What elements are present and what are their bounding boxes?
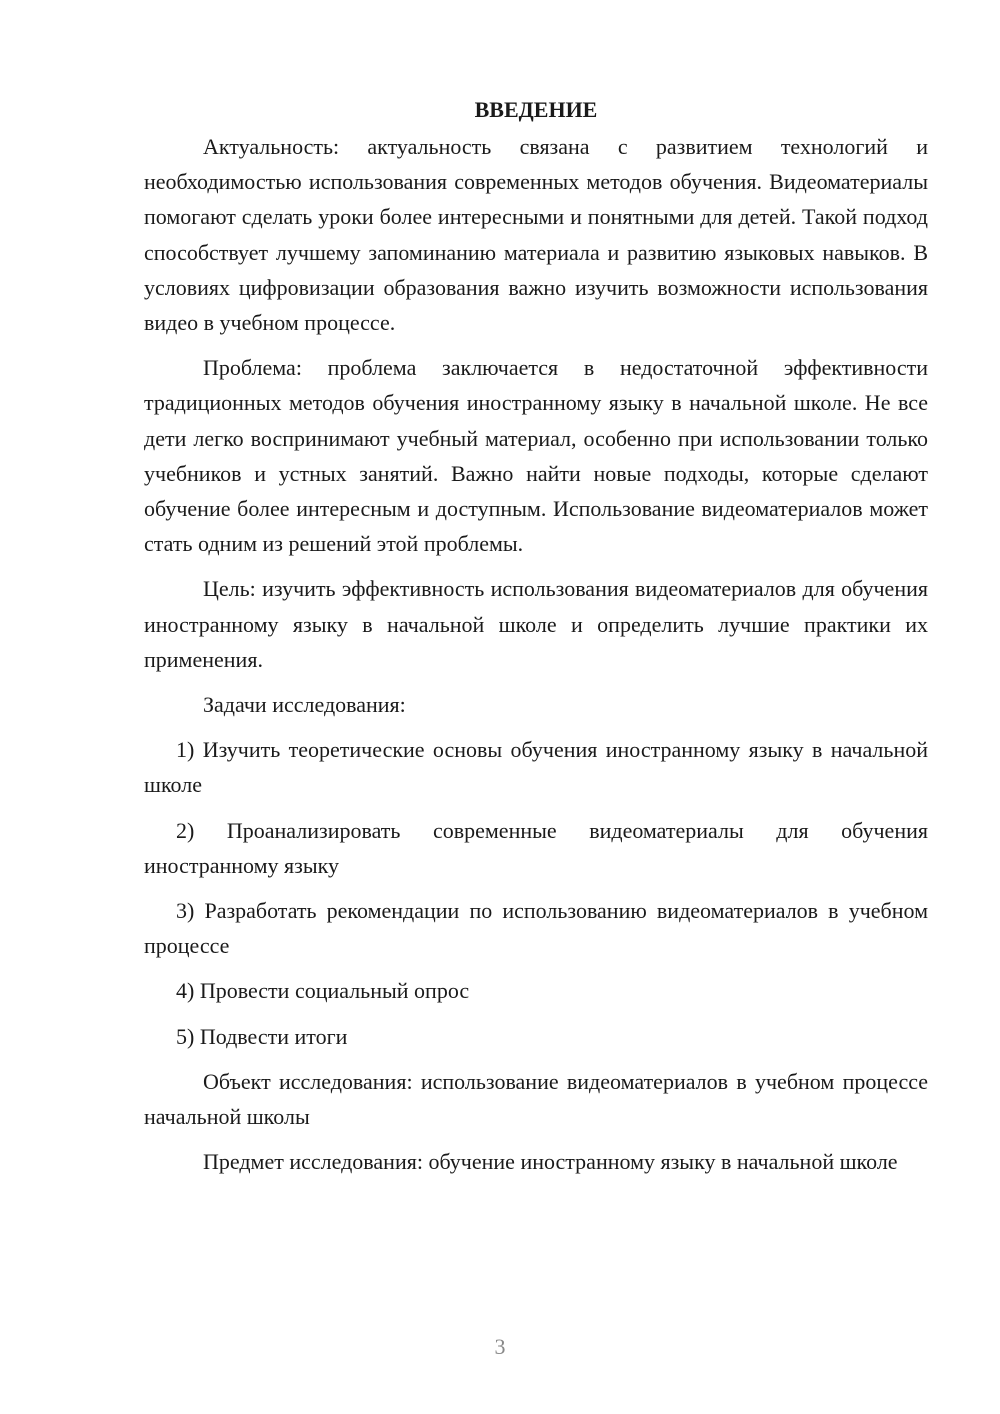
goal-paragraph: Цель: изучить эффективность использования видеоматериалов для обучения иностранному языку в начальной школе и определить лучшие практики их применения. <box>144 576 928 672</box>
tasks-heading: Задачи исследования: <box>203 692 406 718</box>
task-item-3: 3) Разработать рекомендации по использованию видеоматериалов в учебном процессе <box>144 898 928 959</box>
page-number: 3 <box>494 1334 506 1359</box>
page-title: ВВЕДЕНИЕ <box>474 97 598 122</box>
task-item-4: 4) Провести социальный опрос <box>176 978 470 1004</box>
relevance-paragraph: Актуальность: актуальность связана с развитием технологий и необходимостью использования современных методов обучения. Видеоматериалы помогают сделать уроки более интересными и понятными для детей. Такой подход способствует лучшему запоминанию материала и развитию языковых навыков. В условиях цифровизации образования важно изучить возможности использования видео в учебном процессе. <box>144 134 928 336</box>
document-page <box>144 92 928 1189</box>
task-item-2: 2) Проанализировать современные видеоматериалы для обучения иностранному языку <box>144 817 928 878</box>
task-item-1: 1) Изучить теоретические основы обучения иностранному языку в начальной школе <box>144 737 928 798</box>
subject-paragraph: Предмет исследования: обучение иностранному языку в начальной школе <box>203 1149 898 1175</box>
task-item-5: 5) Подвести итоги <box>176 1023 348 1049</box>
object-paragraph: Объект исследования: использование видеоматериалов в учебном процессе начальной школы <box>144 1068 928 1130</box>
problem-paragraph: Проблема: проблема заключается в недостаточной эффективности традиционных методов обучения иностранному языку в начальной школе. Не все дети легко воспринимают учебный материал, особенно при использовании только учебников и устных занятий. Важно найти новые подходы, которые сделают обучение более интересным и доступным. Использование видеоматериалов может стать одним из решений этой проблемы. <box>144 355 928 557</box>
